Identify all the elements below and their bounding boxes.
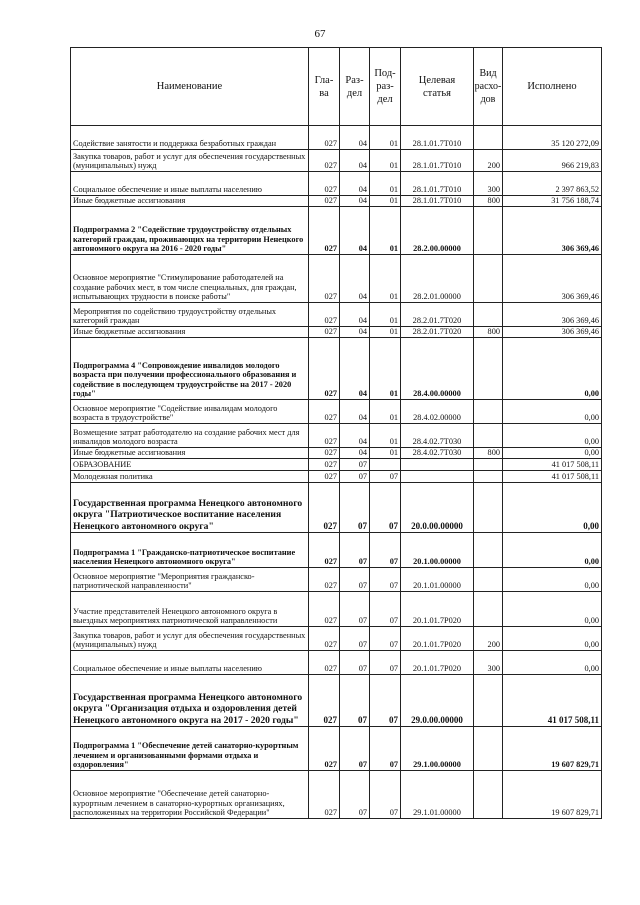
row-subsection: 01	[370, 338, 401, 400]
row-subsection: 07	[370, 592, 401, 627]
row-section: 04	[340, 303, 370, 327]
row-chapter: 027	[309, 568, 340, 592]
row-subsection: 07	[370, 675, 401, 727]
row-expense-type	[474, 727, 503, 771]
row-executed-amount: 0,00	[503, 627, 602, 651]
row-target-article: 20.1.01.7Р020	[401, 592, 474, 627]
row-subsection: 01	[370, 327, 401, 338]
row-subsection: 07	[370, 651, 401, 675]
row-executed-amount: 0,00	[503, 338, 602, 400]
row-section: 04	[340, 424, 370, 448]
row-expense-type	[474, 424, 503, 448]
table-row	[71, 126, 602, 150]
row-name: Подпрограмма 1 "Обеспечение детей санаторно-курортным лечением и организованными формами отдыха и оздоровления"	[71, 727, 309, 771]
row-executed-amount: 0,00	[503, 592, 602, 627]
row-executed-amount: 306 369,46	[503, 207, 602, 255]
table-row	[71, 471, 602, 483]
row-subsection: 01	[370, 255, 401, 303]
row-name: Государственная программа Ненецкого автономного округа "Организация отдыха и оздоровления детей Ненецкого автономного округа на 2017 - 2020 годы"	[71, 675, 309, 727]
row-section: 04	[340, 400, 370, 424]
row-section: 04	[340, 150, 370, 172]
row-expense-type	[474, 400, 503, 424]
row-chapter: 027	[309, 126, 340, 150]
row-name: Молодежная политика	[71, 471, 309, 483]
row-chapter: 027	[309, 448, 340, 459]
row-target-article: 28.2.00.00000	[401, 207, 474, 255]
row-chapter: 027	[309, 771, 340, 819]
row-expense-type	[474, 338, 503, 400]
table-row	[71, 592, 602, 627]
row-expense-type: 200	[474, 150, 503, 172]
table-row	[71, 150, 602, 172]
table-row	[71, 675, 602, 727]
row-section: 07	[340, 771, 370, 819]
table-row	[71, 338, 602, 400]
table-row	[71, 303, 602, 327]
row-subsection: 07	[370, 483, 401, 533]
row-chapter: 027	[309, 483, 340, 533]
row-section: 04	[340, 172, 370, 196]
row-section: 04	[340, 207, 370, 255]
row-chapter: 027	[309, 627, 340, 651]
table-row	[71, 651, 602, 675]
row-name: Закупка товаров, работ и услуг для обеспечения государственных (муниципальных) нужд	[71, 150, 309, 172]
budget-execution-table	[70, 47, 602, 819]
row-executed-amount: 0,00	[503, 400, 602, 424]
header-name: Наименование	[71, 48, 309, 126]
row-section: 07	[340, 651, 370, 675]
row-executed-amount: 306 369,46	[503, 303, 602, 327]
row-subsection: 07	[370, 771, 401, 819]
row-section: 04	[340, 196, 370, 207]
table-row	[71, 424, 602, 448]
row-name: Государственная программа Ненецкого автономного округа "Патриотическое воспитание населения Ненецкого автономного округа"	[71, 483, 309, 533]
row-subsection	[370, 459, 401, 471]
row-target-article: 20.1.00.00000	[401, 533, 474, 568]
row-executed-amount: 19 607 829,71	[503, 727, 602, 771]
row-expense-type	[474, 568, 503, 592]
row-subsection: 07	[370, 533, 401, 568]
row-section: 07	[340, 533, 370, 568]
row-name: Основное мероприятие "Содействие инвалидам молодого возраста в трудоустройстве"	[71, 400, 309, 424]
row-subsection: 07	[370, 568, 401, 592]
row-name: Подпрограмма 2 "Содействие трудоустройству отдельных категорий граждан, проживающих на территории Ненецкого автономного округа на 2016 - 2020 годы"	[71, 207, 309, 255]
table-row	[71, 255, 602, 303]
row-expense-type	[474, 471, 503, 483]
row-name: Иные бюджетные ассигнования	[71, 448, 309, 459]
row-name: Подпрограмма 1 "Гражданско-патриотическое воспитание населения Ненецкого автономного округа"	[71, 533, 309, 568]
row-target-article: 20.0.00.00000	[401, 483, 474, 533]
row-chapter: 027	[309, 533, 340, 568]
header-subsection: Под- раз- дел	[370, 48, 401, 126]
row-section: 07	[340, 459, 370, 471]
row-executed-amount: 2 397 863,52	[503, 172, 602, 196]
table-row	[71, 459, 602, 471]
row-subsection: 07	[370, 471, 401, 483]
row-chapter: 027	[309, 592, 340, 627]
row-target-article	[401, 471, 474, 483]
row-target-article: 20.1.01.7Р020	[401, 651, 474, 675]
header-chapter: Гла- ва	[309, 48, 340, 126]
row-expense-type: 300	[474, 651, 503, 675]
row-chapter: 027	[309, 727, 340, 771]
row-name: Подпрограмма 4 "Сопровождение инвалидов молодого возраста при получении профессионального образования и содействие в последующем трудоустройстве на 2017 - 2020 годы"	[71, 338, 309, 400]
row-subsection: 01	[370, 172, 401, 196]
row-target-article: 28.4.02.00000	[401, 400, 474, 424]
row-subsection: 07	[370, 727, 401, 771]
row-executed-amount: 306 369,46	[503, 327, 602, 338]
page-number: 67	[314, 28, 326, 40]
table-row	[71, 483, 602, 533]
row-expense-type	[474, 126, 503, 150]
row-executed-amount: 41 017 508,11	[503, 675, 602, 727]
table-row	[71, 400, 602, 424]
row-executed-amount: 0,00	[503, 424, 602, 448]
row-target-article: 29.1.00.00000	[401, 727, 474, 771]
row-section: 07	[340, 627, 370, 651]
row-subsection: 01	[370, 424, 401, 448]
row-chapter: 027	[309, 338, 340, 400]
row-executed-amount: 966 219,83	[503, 150, 602, 172]
row-target-article: 28.1.01.7Т010	[401, 196, 474, 207]
row-section: 04	[340, 327, 370, 338]
row-chapter: 027	[309, 471, 340, 483]
row-name: Иные бюджетные ассигнования	[71, 327, 309, 338]
row-expense-type	[474, 675, 503, 727]
row-target-article: 28.4.02.7Т030	[401, 448, 474, 459]
row-chapter: 027	[309, 207, 340, 255]
row-expense-type: 300	[474, 172, 503, 196]
row-expense-type	[474, 255, 503, 303]
row-executed-amount: 41 017 508,11	[503, 471, 602, 483]
row-subsection: 01	[370, 400, 401, 424]
row-name: Социальное обеспечение и иные выплаты населению	[71, 651, 309, 675]
row-name: Иные бюджетные ассигнования	[71, 196, 309, 207]
table-row	[71, 448, 602, 459]
row-chapter: 027	[309, 424, 340, 448]
header-expense-type: Вид расхо- дов	[474, 48, 503, 126]
header-target-article: Целевая статья	[401, 48, 474, 126]
header-section: Раз- дел	[340, 48, 370, 126]
row-target-article: 28.4.00.00000	[401, 338, 474, 400]
row-chapter: 027	[309, 255, 340, 303]
row-name: Основное мероприятие "Обеспечение детей санаторно-курортным лечением в санаторно-курортных организациях, расположенных на территории Российской Федерации"	[71, 771, 309, 819]
table-row	[71, 627, 602, 651]
row-expense-type: 800	[474, 448, 503, 459]
row-target-article: 28.4.02.7Т030	[401, 424, 474, 448]
row-name: Основное мероприятие "Стимулирование работодателей на создание рабочих мест, в том числе специальных, для граждан, испытывающих трудности в поиске работы"	[71, 255, 309, 303]
row-expense-type	[474, 483, 503, 533]
row-chapter: 027	[309, 675, 340, 727]
row-target-article: 28.1.01.7Т010	[401, 150, 474, 172]
row-chapter: 027	[309, 196, 340, 207]
row-expense-type: 200	[474, 627, 503, 651]
row-executed-amount: 0,00	[503, 651, 602, 675]
table-row	[71, 568, 602, 592]
row-executed-amount: 31 756 188,74	[503, 196, 602, 207]
header-executed: Исполнено	[503, 48, 602, 126]
row-target-article: 20.1.01.7Р020	[401, 627, 474, 651]
row-subsection: 01	[370, 207, 401, 255]
row-target-article: 28.1.01.7Т010	[401, 126, 474, 150]
row-subsection: 07	[370, 627, 401, 651]
row-executed-amount: 0,00	[503, 483, 602, 533]
row-name: ОБРАЗОВАНИЕ	[71, 459, 309, 471]
table-row	[71, 207, 602, 255]
row-section: 07	[340, 483, 370, 533]
row-section: 07	[340, 568, 370, 592]
row-expense-type	[474, 459, 503, 471]
table-row	[71, 196, 602, 207]
row-name: Содействие занятости и поддержка безработных граждан	[71, 126, 309, 150]
row-name: Закупка товаров, работ и услуг для обеспечения государственных (муниципальных) нужд	[71, 627, 309, 651]
row-expense-type: 800	[474, 327, 503, 338]
row-subsection: 01	[370, 448, 401, 459]
row-subsection: 01	[370, 196, 401, 207]
row-name: Возмещение затрат работодателю на создание рабочих мест для инвалидов молодого возраста	[71, 424, 309, 448]
row-target-article: 28.2.01.7Т020	[401, 327, 474, 338]
row-expense-type	[474, 207, 503, 255]
table-row	[71, 771, 602, 819]
table-row	[71, 172, 602, 196]
row-section: 07	[340, 592, 370, 627]
row-name: Участие представителей Ненецкого автономного округа в выездных мероприятиях патриотической направленности	[71, 592, 309, 627]
table-body	[71, 126, 602, 819]
table-row	[71, 533, 602, 568]
row-executed-amount: 0,00	[503, 533, 602, 568]
row-chapter: 027	[309, 303, 340, 327]
row-section: 07	[340, 727, 370, 771]
row-section: 04	[340, 255, 370, 303]
row-target-article: 20.1.01.00000	[401, 568, 474, 592]
row-expense-type	[474, 533, 503, 568]
row-section: 04	[340, 126, 370, 150]
row-expense-type	[474, 592, 503, 627]
row-expense-type: 800	[474, 196, 503, 207]
row-expense-type	[474, 771, 503, 819]
row-target-article: 28.2.01.00000	[401, 255, 474, 303]
row-executed-amount: 306 369,46	[503, 255, 602, 303]
row-subsection: 01	[370, 126, 401, 150]
row-target-article	[401, 459, 474, 471]
row-section: 04	[340, 338, 370, 400]
row-target-article: 29.1.01.00000	[401, 771, 474, 819]
row-executed-amount: 41 017 508,11	[503, 459, 602, 471]
row-executed-amount: 0,00	[503, 568, 602, 592]
row-chapter: 027	[309, 400, 340, 424]
row-section: 07	[340, 471, 370, 483]
table-header-row	[71, 48, 602, 126]
row-chapter: 027	[309, 651, 340, 675]
row-section: 07	[340, 675, 370, 727]
row-target-article: 29.0.00.00000	[401, 675, 474, 727]
table-row	[71, 327, 602, 338]
row-target-article: 28.2.01.7Т020	[401, 303, 474, 327]
row-target-article: 28.1.01.7Т010	[401, 172, 474, 196]
row-section: 04	[340, 448, 370, 459]
row-name: Мероприятия по содействию трудоустройству отдельных категорий граждан	[71, 303, 309, 327]
row-chapter: 027	[309, 150, 340, 172]
row-executed-amount: 19 607 829,71	[503, 771, 602, 819]
row-expense-type	[474, 303, 503, 327]
table-row	[71, 727, 602, 771]
row-chapter: 027	[309, 459, 340, 471]
row-name: Основное мероприятие "Мероприятия гражданско-патриотической направленности"	[71, 568, 309, 592]
row-chapter: 027	[309, 172, 340, 196]
row-executed-amount: 35 120 272,09	[503, 126, 602, 150]
row-subsection: 01	[370, 150, 401, 172]
row-chapter: 027	[309, 327, 340, 338]
row-executed-amount: 0,00	[503, 448, 602, 459]
row-name: Социальное обеспечение и иные выплаты населению	[71, 172, 309, 196]
row-subsection: 01	[370, 303, 401, 327]
